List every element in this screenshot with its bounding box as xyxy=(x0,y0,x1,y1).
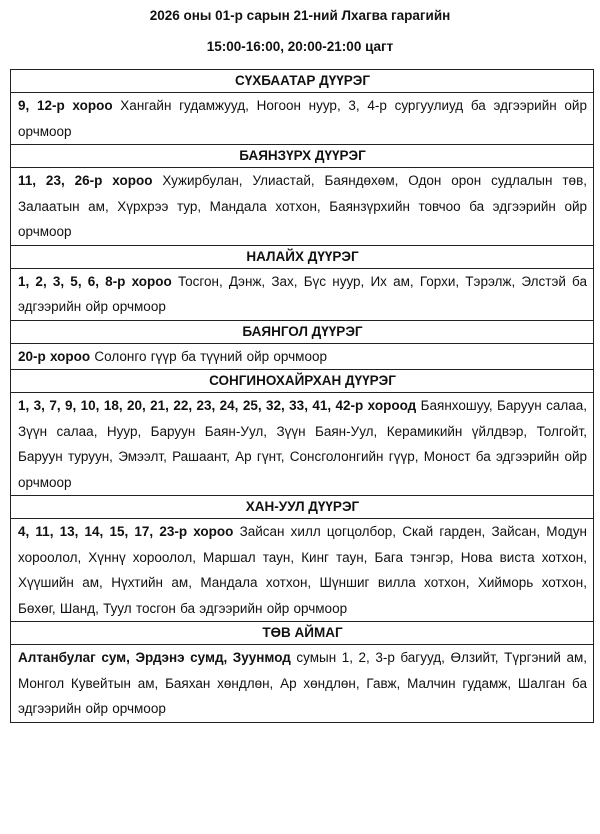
khoroo-list: 1, 2, 3, 5, 6, 8-р хороо xyxy=(18,273,172,289)
district-areas xyxy=(11,343,594,370)
khoroo-list: 20-р хороо xyxy=(18,348,91,364)
table-row xyxy=(11,343,594,370)
district-areas xyxy=(11,168,594,246)
area-list: Зайсан хилл цогцолбор, Скай гарден, Зайсан, Модун хороолол, Хүннү хороолол, Маршал таун, Кинг таун, Бага тэнгэр, Нова виста хотхон, Хүүшийн ам, Нүхтийн ам, Мандала хотхон, Шүншиг вилла хотхон, Хийморь хотхон, Бөхөг, Шанд, Туул тосгон ба эдгээрийн ойр орчмоор xyxy=(18,524,587,616)
khoroo-list: 4, 11, 13, 14, 15, 17, 23-р хороо xyxy=(18,524,234,539)
area-list: Тосгон, Дэнж, Зах, Бүс нуур, Их ам, Горхи, Тэрэлж, Элстэй ба эдгээрийн ойр орчмоор xyxy=(18,273,587,314)
table-row xyxy=(11,245,594,268)
district-areas xyxy=(11,645,594,723)
district-name: ХАН-УУЛ ДҮҮРЭГ xyxy=(11,496,594,519)
schedule-table xyxy=(10,69,594,723)
district-name: БАЯНГОЛ ДҮҮРЭГ xyxy=(11,320,594,343)
table-row xyxy=(11,320,594,343)
district-name: НАЛАЙХ ДҮҮРЭГ xyxy=(11,245,594,268)
table-row xyxy=(11,519,594,622)
table-row xyxy=(11,70,594,93)
schedule-date: 2026 оны 01-р сарын 21-ний Лхагва гарагийн xyxy=(149,8,451,23)
khoroo-list: Алтанбулаг сум, Эрдэнэ сумд, Зуунмод xyxy=(18,650,291,665)
khoroo-list: 9, 12-р хороо xyxy=(18,98,113,113)
area-list: Баянхошуу, Баруун салаа, Зүүн салаа, Нуур, Баруун Баян-Уул, Зүүн Баян-Уул, Керамикийн үйлдвэр, Толгойт, Баруун туруун, Эмээлт, Рашаант, Ар гүнт, Сонсголонгийн гүүр, Моност ба эдгээрийн ойр орчмоор xyxy=(18,398,587,490)
table-row xyxy=(11,145,594,168)
area-list: Солонго гүүр ба түүний ойр орчмоор xyxy=(90,348,327,364)
table-row xyxy=(11,645,594,723)
area-list: сумын 1, 2, 3-р багууд, Өлзийт, Түргэний ам, Монгол Кувейтын ам, Баяхан хөндлөн, Ар хөндлөн, Гавж, Малчин гудамж, Шалган ба эдгээрийн ойр орчмоор xyxy=(18,650,588,716)
district-areas xyxy=(11,268,594,320)
district-name: СҮХБААТАР ДҮҮРЭГ xyxy=(11,70,594,93)
table-row xyxy=(11,622,594,645)
district-areas xyxy=(11,393,594,496)
khoroo-list: 11, 23, 26-р хороо xyxy=(18,173,153,188)
table-row xyxy=(11,370,594,393)
district-name: ТӨВ АЙМАГ xyxy=(11,622,594,645)
district-name: СОНГИНОХАЙРХАН ДҮҮРЭГ xyxy=(11,370,594,393)
table-row xyxy=(11,168,594,246)
khoroo-list: 1, 3, 7, 9, 10, 18, 20, 21, 22, 23, 24, 25, 32, 33, 41, 42-р хороод xyxy=(18,398,417,413)
district-areas xyxy=(11,519,594,622)
area-list: Хангайн гудамжууд, Ногоон нуур, 3, 4-р сургуулиуд ба эдгээрийн ойр орчмоор xyxy=(18,98,587,139)
schedule-time: 15:00-16:00, 20:00-21:00 цагт xyxy=(206,39,394,54)
area-list: Хужирбулан, Улиастай, Баяндөхөм, Одон орон судлалын төв, Залаатын ам, Хүрхрээ тур, Мандала хотхон, Баянзүрхийн товчоо ба эдгээрийн ойр орчмоор xyxy=(18,173,587,239)
table-row xyxy=(11,496,594,519)
table-row xyxy=(11,268,594,320)
district-areas xyxy=(11,93,594,145)
table-row xyxy=(11,393,594,496)
table-row xyxy=(11,93,594,145)
district-name: БАЯНЗҮРХ ДҮҮРЭГ xyxy=(11,145,594,168)
